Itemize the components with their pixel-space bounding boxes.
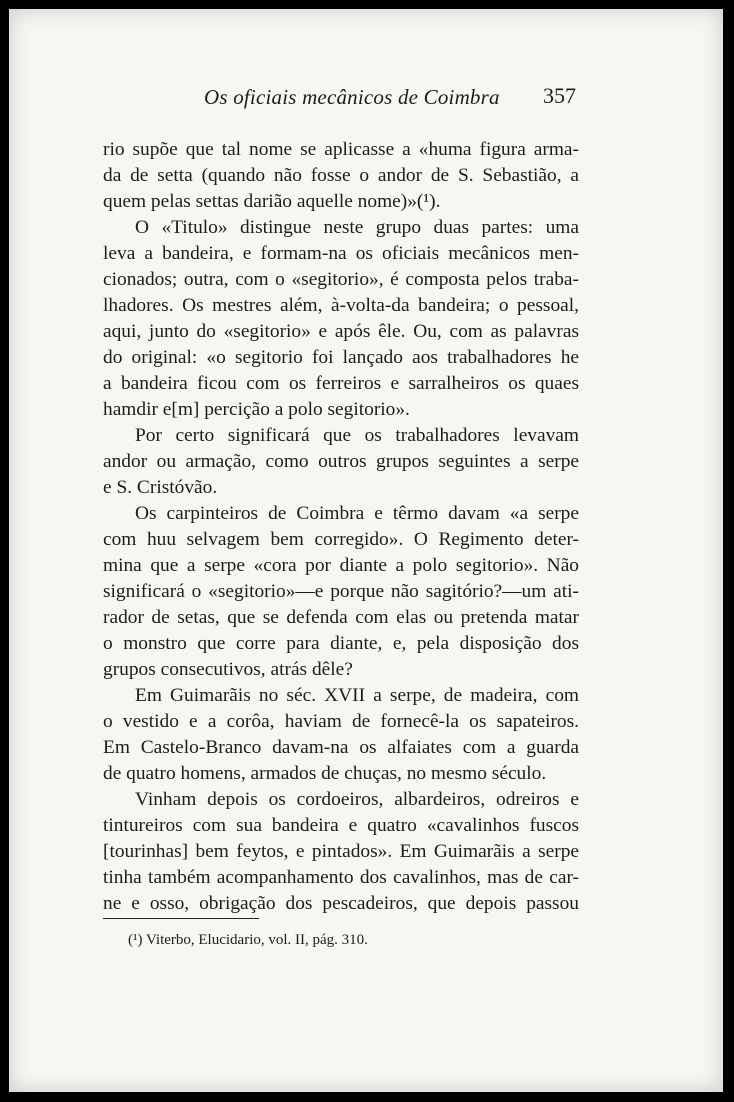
text-line: a bandeira ficou com os ferreiros e sarralheiros os quaes bbox=[103, 373, 579, 394]
text-line: andor ou armação, como outros grupos seguintes a serpe bbox=[103, 451, 579, 472]
text-line: e S. Cristóvão. bbox=[103, 477, 218, 498]
text-line: do original: «o segitorio foi lançado aos trabalhadores he bbox=[103, 347, 579, 368]
text-line: com huu selvagem bem corregido». O Regimento deter- bbox=[103, 529, 579, 550]
text-line: Por certo significará que os trabalhadores levavam bbox=[135, 425, 579, 446]
text-line: o monstro que corre para diante, e, pela disposição dos bbox=[103, 633, 579, 654]
text-line: de quatro homens, armados de chuças, no mesmo século. bbox=[103, 763, 547, 784]
page-header bbox=[9, 83, 723, 113]
text-line: significará o «segitorio»—e porque não sagitório?—um ati- bbox=[103, 581, 579, 602]
text-line: mina que a serpe «cora por diante a polo segitorio». Não bbox=[103, 555, 579, 576]
text-line: lhadores. Os mestres além, à-volta-da bandeira; o pessoal, bbox=[103, 295, 579, 316]
text-line: rador de setas, que se defenda com elas ou pretenda matar bbox=[103, 607, 579, 628]
running-title: Os oficiais mecânicos de Coimbra bbox=[204, 85, 500, 109]
text-line: Em Castelo-Branco davam-na os alfaiates com a guarda bbox=[103, 737, 579, 758]
text-line: O «Titulo» distingue neste grupo duas partes: uma bbox=[135, 217, 579, 238]
text-line: Vinham depois os cordoeiros, albardeiros, odreiros e bbox=[135, 789, 579, 810]
text-line: tinha também acompanhamento dos cavalinhos, mas de car- bbox=[103, 867, 579, 888]
footnote-divider bbox=[103, 918, 259, 919]
footnote: (¹) Viterbo, Elucidario, vol. II, pág. 310. bbox=[128, 932, 368, 948]
text-line: tintureiros com sua bandeira e quatro «cavalinhos fuscos bbox=[103, 815, 579, 836]
text-line: o vestido e a corôa, haviam de fornecê-la os sapateiros. bbox=[103, 711, 579, 732]
book-page bbox=[9, 9, 723, 1092]
text-line: quem pelas settas darião aquelle nome)»(¹). bbox=[103, 191, 441, 212]
text-line: ne e osso, obrigação dos pescadeiros, que depois passou bbox=[103, 893, 579, 914]
page-number: 357 bbox=[543, 83, 576, 108]
text-line: Os carpinteiros de Coimbra e têrmo davam «a serpe bbox=[135, 503, 579, 524]
text-line: hamdir e[m] percição a polo segitorio». bbox=[103, 399, 410, 420]
text-line: [tourinhas] bem feytos, e pintados». Em Guimarãis a serpe bbox=[103, 841, 579, 862]
text-line: cionados; outra, com o «segitorio», é composta pelos traba- bbox=[103, 269, 579, 290]
text-line: leva a bandeira, e formam-na os oficiais mecânicos men- bbox=[103, 243, 579, 264]
text-line: grupos consecutivos, atrás dêle? bbox=[103, 659, 353, 680]
text-line: Em Guimarãis no séc. XVII a serpe, de madeira, com bbox=[135, 685, 579, 706]
text-line: rio supõe que tal nome se aplicasse a «huma figura arma- bbox=[103, 139, 579, 160]
text-line: aqui, junto do «segitorio» e após êle. Ou, com as palavras bbox=[103, 321, 579, 342]
text-line: da de setta (quando não fosse o andor de S. Sebastião, a bbox=[103, 165, 579, 186]
